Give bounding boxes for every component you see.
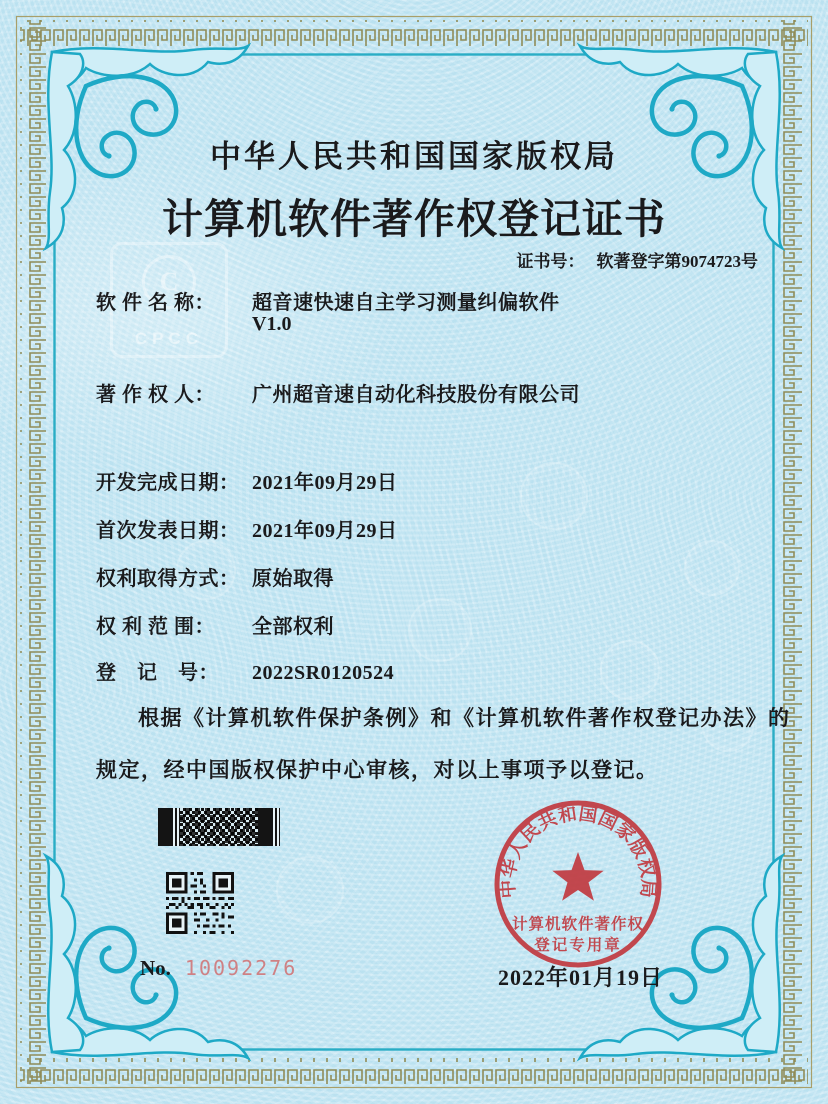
field-label: 登 记 号：	[96, 662, 219, 684]
field-value: 超音速快速自主学习测量纠偏软件	[252, 292, 560, 314]
field-label: 著 作 权 人：	[96, 384, 215, 406]
field-value: 2021年09月29日	[252, 520, 398, 542]
seal-ring-text: 中华人民共和国国家版权局	[498, 804, 658, 899]
statement-line-2: 规定，经中国版权保护中心审核，对以上事项予以登记。	[96, 758, 659, 782]
field-first-publish-date	[96, 514, 398, 543]
field-software-version: V1.0	[252, 313, 292, 335]
serial-number-line	[140, 956, 297, 981]
authority-name: 中华人民共和国国家版权局	[210, 139, 618, 174]
field-acquisition-method	[96, 562, 334, 591]
certificate-number-label: 证书号：	[516, 252, 585, 271]
guilloche-ring	[684, 540, 740, 596]
guilloche-ring	[408, 598, 472, 662]
serial-number: 10092276	[184, 956, 298, 980]
field-value: 原始取得	[252, 568, 334, 590]
certificate-number-value: 软著登字第9074723号	[596, 252, 758, 271]
field-copyright-owner	[96, 378, 580, 407]
seal-star-icon	[552, 852, 603, 901]
barcode-stripes	[271, 808, 280, 846]
barcode-guard-bar	[258, 808, 271, 846]
field-label: 权利取得方式：	[96, 568, 240, 590]
field-value: 2021年09月29日	[252, 472, 398, 494]
qr-code	[166, 872, 234, 934]
field-software-name	[96, 286, 560, 315]
field-label: 首次发表日期：	[96, 520, 240, 542]
guilloche-ring	[520, 462, 588, 530]
barcode-matrix	[180, 808, 258, 846]
field-label: 权 利 范 围：	[96, 616, 215, 638]
field-dev-complete-date	[96, 466, 398, 495]
guilloche-ring	[276, 856, 344, 924]
barcode-stripes	[171, 808, 180, 846]
certificate-title: 计算机软件著作权登记证书	[162, 196, 666, 242]
issue-date: 2022年01月19日	[498, 965, 664, 990]
cpcc-logo-text: CPCC	[134, 329, 204, 348]
field-label: 开发完成日期：	[96, 472, 240, 494]
official-seal	[489, 795, 667, 973]
guilloche-ring	[600, 640, 660, 700]
cpcc-logo-circle: C	[142, 255, 196, 309]
field-value: 广州超音速自动化科技股份有限公司	[252, 384, 580, 406]
barcode-guard-bar	[158, 808, 171, 846]
field-label: 软 件 名 称：	[96, 292, 215, 314]
serial-label: No.	[140, 956, 171, 980]
field-rights-scope	[96, 610, 334, 639]
statement-line-1: 根据《计算机软件保护条例》和《计算机软件著作权登记办法》的	[138, 706, 791, 730]
seal-line2: 登记专用章	[534, 937, 622, 954]
field-value: 2022SR0120524	[252, 662, 395, 684]
field-value: 全部权利	[252, 616, 334, 638]
certificate-number-line	[517, 247, 759, 272]
field-registration-number	[96, 656, 394, 685]
seal-line1: 计算机软件著作权	[511, 916, 645, 933]
barcode	[158, 808, 280, 846]
